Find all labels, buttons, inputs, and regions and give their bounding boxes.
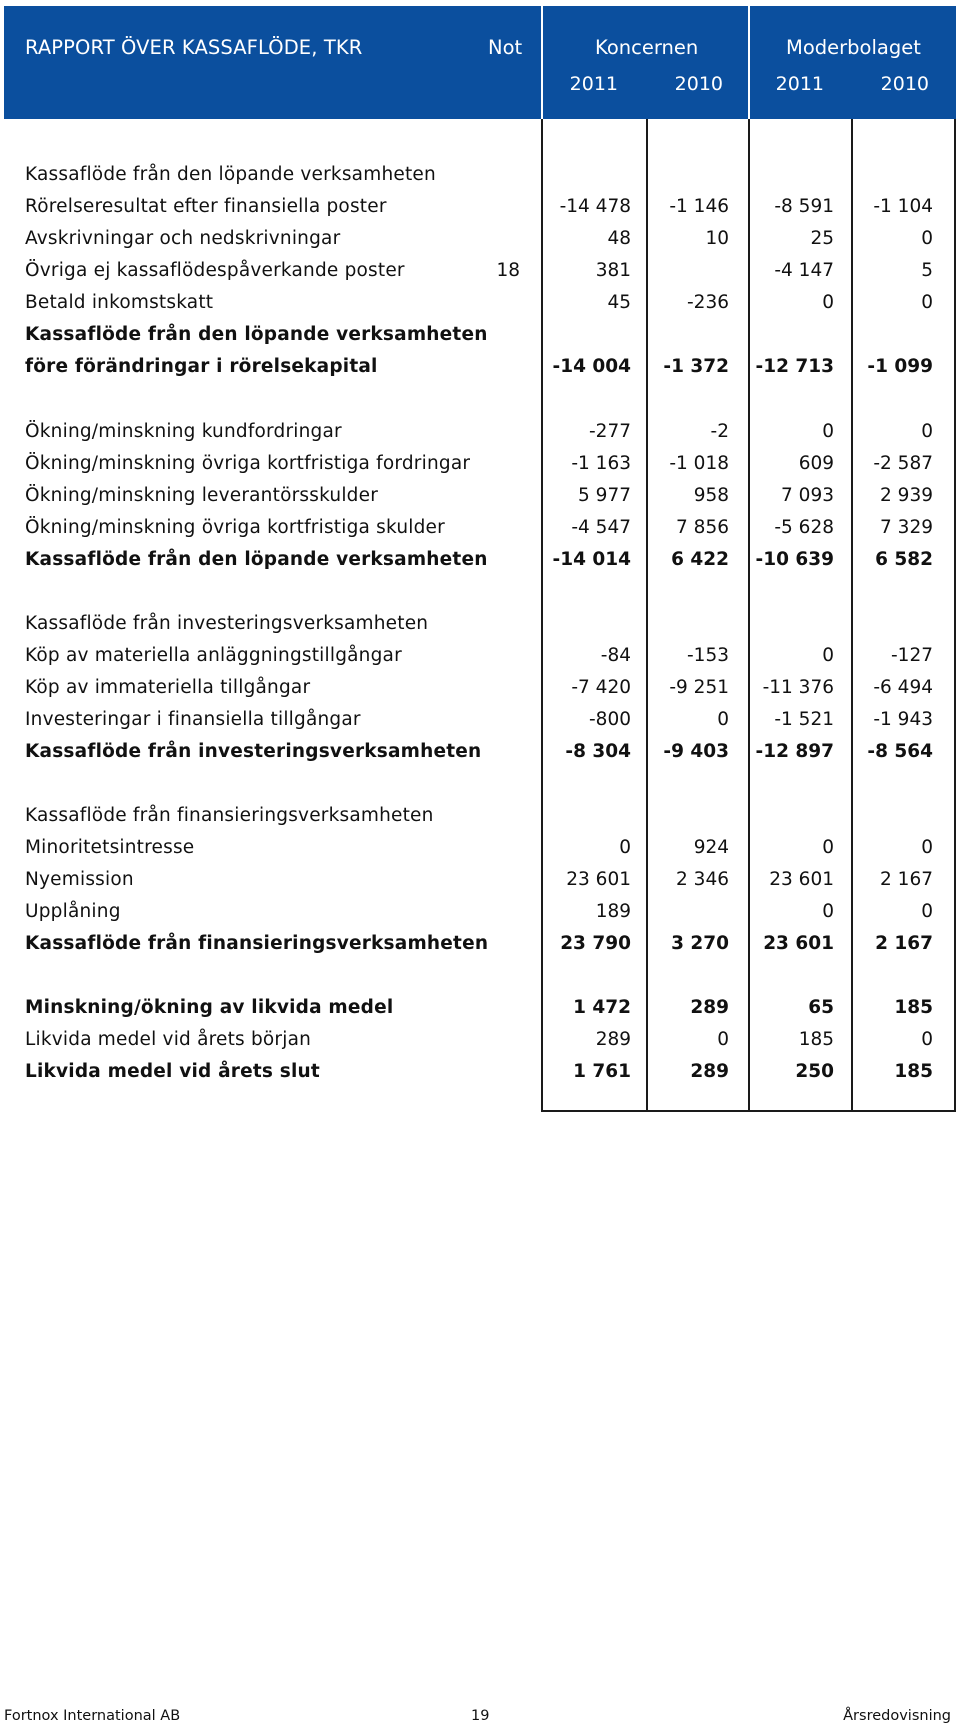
value-group-2011: -8 304 — [565, 741, 631, 762]
table-row — [0, 292, 960, 322]
value-group-2011: 23 790 — [560, 933, 631, 954]
value-parent-2011: 23 601 — [763, 933, 834, 954]
value-group-2010: -236 — [687, 292, 729, 313]
value-group-2011: -14 004 — [552, 356, 631, 377]
value-group-2011: 189 — [595, 901, 631, 922]
row-label: Kassaflöde från finansieringsverksamheten — [25, 805, 434, 826]
value-parent-2010: 0 — [921, 421, 933, 442]
value-parent-2010: 0 — [921, 901, 933, 922]
row-label: Minskning/ökning av likvida medel — [25, 997, 394, 1018]
table-row — [0, 517, 960, 547]
row-label: Kassaflöde från den löpande verksamheten — [25, 549, 488, 570]
row-label: Likvida medel vid årets början — [25, 1029, 312, 1050]
value-group-2011: -1 163 — [571, 453, 631, 474]
row-label: Minoritetsintresse — [25, 837, 195, 858]
footer-page-number: 19 — [471, 1708, 490, 1724]
value-parent-2010: 2 167 — [875, 933, 933, 954]
value-parent-2011: 65 — [808, 997, 834, 1018]
value-group-2011: -7 420 — [571, 677, 631, 698]
value-group-2010: 10 — [705, 228, 729, 249]
value-group-2010: -1 372 — [663, 356, 729, 377]
value-group-2011: 1 472 — [573, 997, 631, 1018]
value-parent-2010: 0 — [921, 228, 933, 249]
value-group-2011: -84 — [600, 645, 631, 666]
report-title: RAPPORT ÖVER KASSAFLÖDE, TKR — [25, 36, 363, 59]
value-parent-2010: 0 — [921, 292, 933, 313]
value-group-2011: -14 014 — [552, 549, 631, 570]
parent-column-header: Moderbolaget — [786, 36, 921, 59]
value-parent-2010: 2 939 — [880, 485, 933, 506]
value-parent-2011: 7 093 — [781, 485, 834, 506]
row-label: Ökning/minskning kundfordringar — [25, 421, 342, 442]
row-label: Ökning/minskning leverantörsskulder — [25, 485, 379, 506]
value-parent-2010: -127 — [891, 645, 933, 666]
value-group-2010: -9 251 — [669, 677, 729, 698]
value-parent-2010: 5 — [921, 260, 933, 281]
row-label: Köp av materiella anläggningstillgångar — [25, 645, 402, 666]
year-header-parent-2011: 2011 — [775, 73, 824, 95]
table-row — [0, 196, 960, 226]
value-parent-2011: 23 601 — [769, 869, 834, 890]
value-group-2011: -14 478 — [559, 196, 631, 217]
table-row — [0, 933, 960, 963]
value-group-2010: -9 403 — [663, 741, 729, 762]
table-row — [0, 645, 960, 675]
row-label: Upplåning — [25, 901, 121, 922]
table-row — [0, 485, 960, 515]
table-row — [0, 421, 960, 451]
value-parent-2011: 185 — [798, 1029, 834, 1050]
group-column-header: Koncernen — [595, 36, 699, 59]
table-row — [0, 997, 960, 1027]
footer-company: Fortnox International AB — [4, 1708, 181, 1724]
value-group-2011: 45 — [607, 292, 631, 313]
value-group-2010: 958 — [693, 485, 729, 506]
table-row — [0, 1029, 960, 1059]
year-header-parent-2010: 2010 — [880, 73, 929, 95]
table-row — [0, 837, 960, 867]
row-label: Kassaflöde från den löpande verksamheten — [25, 164, 436, 185]
table-row — [0, 709, 960, 739]
not-column-header: Not — [488, 36, 523, 59]
row-label: Investeringar i finansiella tillgångar — [25, 709, 361, 730]
row-label: Avskrivningar och nedskrivningar — [25, 228, 341, 249]
table-row — [0, 805, 960, 835]
value-group-2010: 0 — [717, 709, 729, 730]
value-parent-2010: 185 — [894, 997, 933, 1018]
value-group-2011: 5 977 — [578, 485, 631, 506]
value-parent-2010: -1 099 — [867, 356, 933, 377]
value-parent-2010: 7 329 — [880, 517, 933, 538]
table-row — [0, 324, 960, 354]
row-label: Köp av immateriella tillgångar — [25, 677, 311, 698]
table-row — [0, 613, 960, 643]
value-group-2011: -800 — [589, 709, 631, 730]
value-parent-2011: -5 628 — [774, 517, 834, 538]
table-row — [0, 453, 960, 483]
value-parent-2010: -8 564 — [867, 741, 933, 762]
value-group-2010: -1 146 — [669, 196, 729, 217]
value-group-2010: 289 — [690, 1061, 729, 1082]
row-label: Övriga ej kassaflödespåverkande poster — [25, 260, 405, 281]
value-parent-2011: 0 — [822, 901, 834, 922]
row-label: Ökning/minskning övriga kortfristiga fordringar — [25, 453, 471, 474]
value-group-2011: 1 761 — [573, 1061, 631, 1082]
value-parent-2010: -1 943 — [873, 709, 933, 730]
value-parent-2010: 0 — [921, 1029, 933, 1050]
value-parent-2011: -11 376 — [762, 677, 834, 698]
table-row — [0, 741, 960, 771]
value-parent-2011: 25 — [810, 228, 834, 249]
row-label: Nyemission — [25, 869, 134, 890]
value-parent-2011: -12 713 — [755, 356, 834, 377]
header-divider — [748, 6, 750, 119]
value-parent-2011: 250 — [795, 1061, 834, 1082]
value-group-2010: 2 346 — [676, 869, 729, 890]
value-group-2010: 289 — [690, 997, 729, 1018]
value-group-2010: 0 — [717, 1029, 729, 1050]
table-row — [0, 869, 960, 899]
value-parent-2011: 0 — [822, 292, 834, 313]
year-header-group-2010: 2010 — [674, 73, 723, 95]
table-bottom-rule — [541, 1110, 956, 1112]
table-row — [0, 164, 960, 194]
header-divider — [541, 6, 543, 119]
row-label: Betald inkomstskatt — [25, 292, 214, 313]
table-row — [0, 1061, 960, 1091]
value-group-2010: 924 — [693, 837, 729, 858]
row-label: Kassaflöde från investeringsverksamheten — [25, 741, 482, 762]
row-label: Kassaflöde från den löpande verksamheten — [25, 324, 488, 345]
row-label: Ökning/minskning övriga kortfristiga skulder — [25, 517, 445, 538]
value-group-2011: 0 — [619, 837, 631, 858]
value-parent-2011: -10 639 — [755, 549, 834, 570]
value-parent-2010: -6 494 — [873, 677, 933, 698]
table-row — [0, 356, 960, 386]
value-parent-2011: -8 591 — [774, 196, 834, 217]
value-group-2010: 6 422 — [671, 549, 729, 570]
value-parent-2011: -1 521 — [774, 709, 834, 730]
value-group-2010: 3 270 — [671, 933, 729, 954]
value-parent-2011: 0 — [822, 645, 834, 666]
table-row — [0, 260, 960, 290]
value-parent-2010: 6 582 — [875, 549, 933, 570]
value-group-2011: 48 — [607, 228, 631, 249]
row-label: Rörelseresultat efter finansiella poster — [25, 196, 387, 217]
row-label: Kassaflöde från finansieringsverksamheten — [25, 933, 489, 954]
value-parent-2011: 609 — [798, 453, 834, 474]
value-group-2010: 7 856 — [676, 517, 729, 538]
value-parent-2011: 0 — [822, 837, 834, 858]
value-group-2011: 289 — [595, 1029, 631, 1050]
table-row — [0, 549, 960, 579]
value-parent-2011: -12 897 — [755, 741, 834, 762]
value-group-2010: -153 — [687, 645, 729, 666]
value-group-2011: -4 547 — [571, 517, 631, 538]
value-parent-2010: 2 167 — [880, 869, 933, 890]
value-parent-2010: -1 104 — [873, 196, 933, 217]
value-parent-2011: -4 147 — [774, 260, 834, 281]
footer-document-name: Årsredovisning — [843, 1708, 951, 1724]
table-row — [0, 677, 960, 707]
value-group-2010: -2 — [710, 421, 729, 442]
value-parent-2010: -2 587 — [873, 453, 933, 474]
year-header-group-2011: 2011 — [569, 73, 618, 95]
value-group-2011: 23 601 — [566, 869, 631, 890]
value-parent-2011: 0 — [822, 421, 834, 442]
note-ref: 18 — [496, 260, 520, 281]
value-parent-2010: 185 — [894, 1061, 933, 1082]
table-row — [0, 228, 960, 258]
table-row — [0, 901, 960, 931]
row-label: före förändringar i rörelsekapital — [25, 356, 378, 377]
value-parent-2010: 0 — [921, 837, 933, 858]
row-label: Kassaflöde från investeringsverksamheten — [25, 613, 429, 634]
value-group-2011: -277 — [589, 421, 631, 442]
table-header — [4, 6, 956, 119]
row-label: Likvida medel vid årets slut — [25, 1061, 320, 1082]
value-group-2010: -1 018 — [669, 453, 729, 474]
value-group-2011: 381 — [595, 260, 631, 281]
